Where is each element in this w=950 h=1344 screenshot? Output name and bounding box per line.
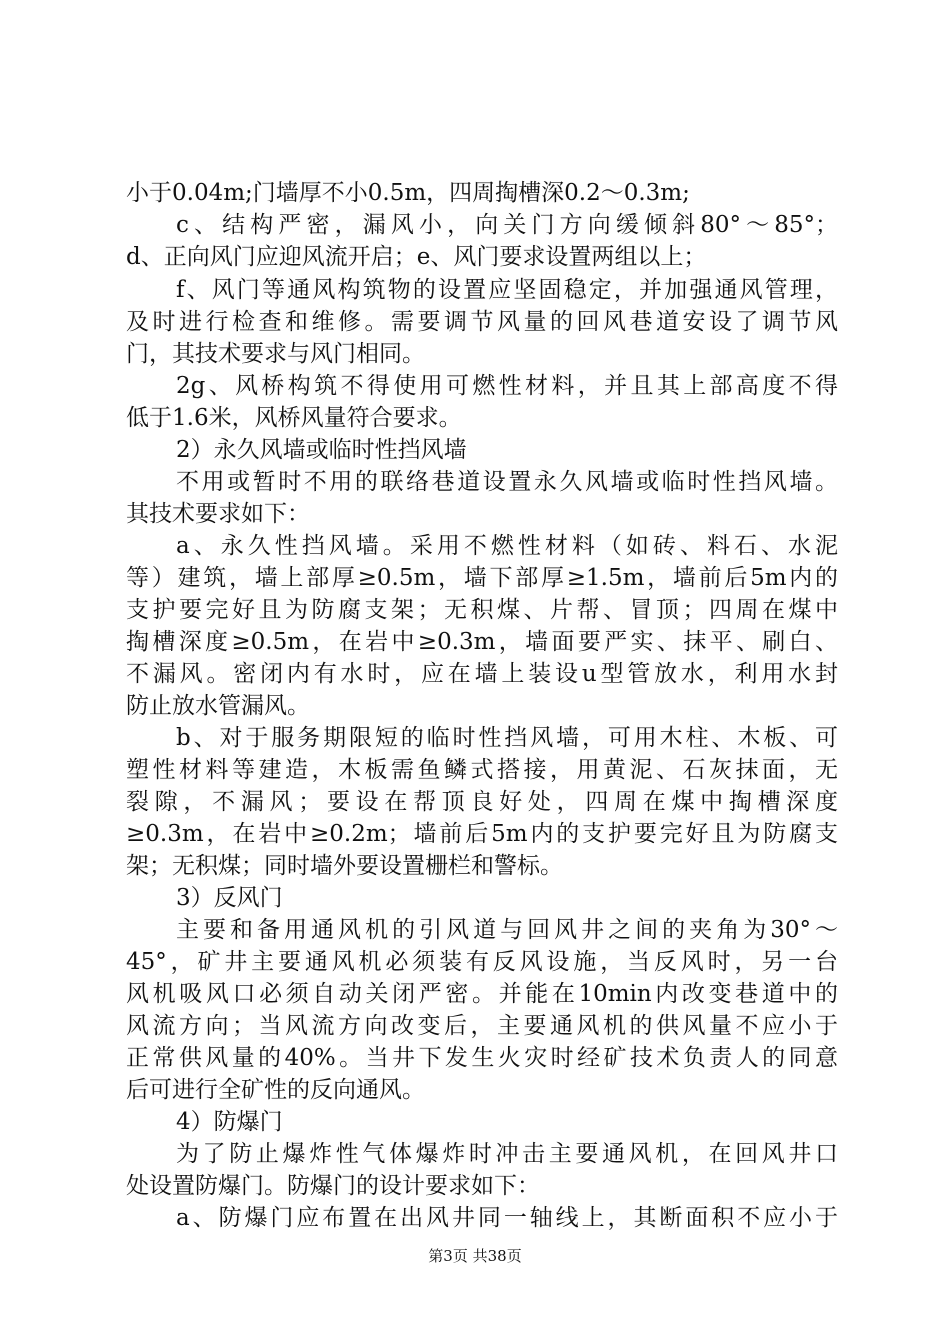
section-heading: 3）反风门 — [176, 885, 283, 911]
text-line: 防止放水管漏风。 — [126, 693, 310, 719]
text-line: 等）建筑，墙上部厚≥0.5m，墙下部厚≥1.5m，墙前后5m内的 — [126, 565, 838, 591]
text-line: 主要和备用通风机的引风道与回风井之间的夹角为30°～ — [176, 917, 838, 943]
text-line: 处设置防爆门。防爆门的设计要求如下： — [126, 1173, 540, 1199]
text-line: f、风门等通风构筑物的设置应坚固稳定，并加强通风管理， — [176, 277, 838, 303]
text-line: 小于0.04m;门墙厚不小0.5m，四周掏槽深0.2～0.3m; — [126, 180, 690, 206]
text-line: 正常供风量的40%。当井下发生火灾时经矿技术负责人的同意 — [126, 1045, 838, 1071]
page-number-footer: 第3页 共38页 — [428, 1247, 522, 1265]
text-line: 不用或暂时不用的联络巷道设置永久风墙或临时性挡风墙。 — [176, 469, 838, 495]
text-line: 塑性材料等建造，木板需鱼鳞式搭接，用黄泥、石灰抹面，无 — [126, 757, 838, 783]
text-line: c、结构严密，漏风小，向关门方向缓倾斜80°～85°； — [176, 212, 838, 238]
text-line: d、正向风门应迎风流开启；e、风门要求设置两组以上； — [126, 244, 707, 270]
text-line: 及时进行检查和维修。需要调节风量的回风巷道安设了调节风 — [126, 309, 838, 335]
text-line: 2g、风桥构筑不得使用可燃性材料，并且其上部高度不得 — [176, 373, 838, 399]
text-line: 其技术要求如下： — [126, 501, 310, 527]
text-line: ≥0.3m，在岩中≥0.2m；墙前后5m内的支护要完好且为防腐支 — [126, 821, 838, 847]
text-line: 架；无积煤；同时墙外要设置栅栏和警标。 — [126, 853, 563, 879]
text-line: 风机吸风口必须自动关闭严密。并能在10min内改变巷道中的 — [126, 981, 838, 1007]
text-line: 后可进行全矿性的反向通风。 — [126, 1077, 425, 1103]
text-line: 低于1.6米，风桥风量符合要求。 — [126, 405, 462, 431]
text-line: a、防爆门应布置在出风井同一轴线上，其断面积不应小于 — [176, 1205, 838, 1231]
text-line: 45°，矿井主要通风机必须装有反风设施，当反风时，另一台 — [126, 949, 838, 975]
text-line: 门，其技术要求与风门相同。 — [126, 341, 425, 367]
text-line: 风流方向；当风流方向改变后，主要通风机的供风量不应小于 — [126, 1013, 838, 1039]
text-line: 支护要完好且为防腐支架；无积煤、片帮、冒顶；四周在煤中 — [126, 597, 838, 623]
text-line: 掏槽深度≥0.5m，在岩中≥0.3m，墙面要严实、抹平、刷白、 — [126, 629, 838, 655]
section-heading: 4）防爆门 — [176, 1109, 283, 1135]
text-line: 裂隙，不漏风；要设在帮顶良好处，四周在煤中掏槽深度 — [126, 789, 838, 815]
text-line: 不漏风。密闭内有水时，应在墙上装设u型管放水，利用水封 — [126, 661, 838, 687]
section-heading: 2）永久风墙或临时性挡风墙 — [176, 437, 467, 463]
text-line: b、对于服务期限短的临时性挡风墙，可用木柱、木板、可 — [176, 725, 838, 751]
text-line: a、永久性挡风墙。采用不燃性材料（如砖、料石、水泥 — [176, 533, 838, 559]
text-line: 为了防止爆炸性气体爆炸时冲击主要通风机，在回风井口 — [176, 1141, 838, 1167]
